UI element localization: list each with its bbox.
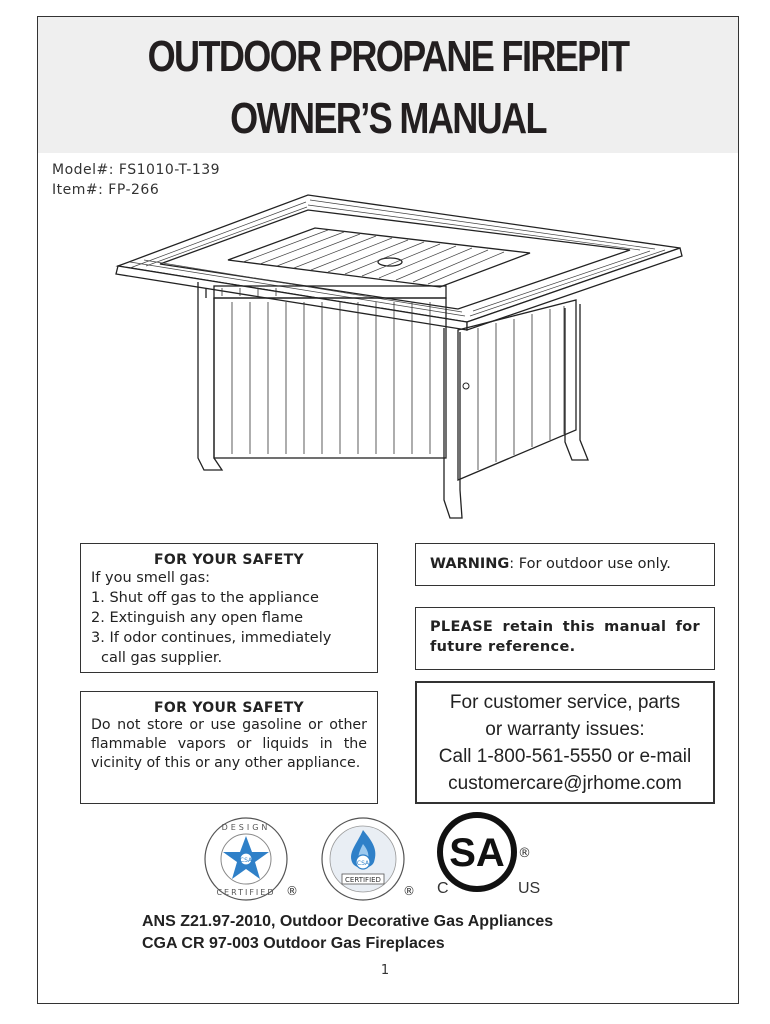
item-number: Item#: FP-266 bbox=[52, 182, 160, 198]
safety-step: 2. Extinguish any open flame bbox=[91, 610, 303, 626]
star-seal-icon bbox=[203, 816, 289, 902]
service-line: Call 1-800-561-5550 or e-mail bbox=[438, 746, 692, 767]
manual-subtitle: OWNER’S MANUAL bbox=[230, 94, 546, 143]
service-line: For customer service, parts bbox=[449, 692, 681, 713]
registered-mark: ® bbox=[403, 884, 415, 898]
flame-certified-text: CERTIFIED bbox=[345, 876, 381, 884]
page-number: 1 bbox=[380, 963, 390, 978]
safety-box-gas-smell bbox=[80, 543, 378, 673]
retain-manual-box bbox=[415, 607, 715, 670]
manual-title: OUTDOOR PROPANE FIREPIT bbox=[147, 32, 629, 81]
safety-box-flammables bbox=[80, 691, 378, 804]
csa-c-mark: C bbox=[437, 880, 449, 897]
warning-box bbox=[415, 543, 715, 586]
csa-us-mark: US bbox=[518, 880, 541, 897]
safety-step: 3. If odor continues, immediately bbox=[91, 630, 332, 646]
safety-body: Do not store or use gasoline or other flammable vapors or liquids in the vicinity of this or any other appliance. bbox=[91, 717, 367, 771]
blue-flame-seal-icon bbox=[320, 816, 406, 902]
warning-label: WARNING bbox=[430, 556, 510, 572]
flame-inner-text: CSA bbox=[356, 860, 370, 867]
model-number: Model#: FS1010-T-139 bbox=[52, 162, 221, 178]
safety-heading: FOR YOUR SAFETY bbox=[154, 552, 304, 568]
firepit-table-illustration bbox=[110, 190, 690, 525]
retain-text: PLEASE retain this manual for future reference. bbox=[430, 619, 700, 655]
safety-step: 1. Shut off gas to the appliance bbox=[91, 590, 319, 606]
safety-intro: If you smell gas: bbox=[91, 570, 211, 586]
service-email[interactable]: customercare@jrhome.com bbox=[448, 773, 682, 794]
csa-us-mark-icon bbox=[437, 812, 527, 896]
csa-inner-text: SA bbox=[449, 831, 505, 875]
service-line: or warranty issues: bbox=[485, 719, 645, 740]
warning-text: : For outdoor use only. bbox=[509, 556, 671, 572]
safety-heading: FOR YOUR SAFETY bbox=[154, 700, 304, 716]
standard-line: ANS Z21.97-2010, Outdoor Decorative Gas Appliances bbox=[142, 913, 554, 930]
customer-service-box bbox=[415, 681, 715, 804]
registered-mark: ® bbox=[286, 884, 298, 898]
standard-line: CGA CR 97-003 Outdoor Gas Fireplaces bbox=[142, 935, 445, 952]
registered-mark: ® bbox=[518, 846, 531, 861]
seal-inner-text: CSA bbox=[239, 857, 253, 864]
safety-step: call gas supplier. bbox=[101, 650, 223, 666]
seal-bottom-text: CERTIFIED bbox=[216, 888, 276, 897]
seal-top-text: DESIGN bbox=[221, 823, 271, 832]
standards-text bbox=[142, 911, 553, 955]
